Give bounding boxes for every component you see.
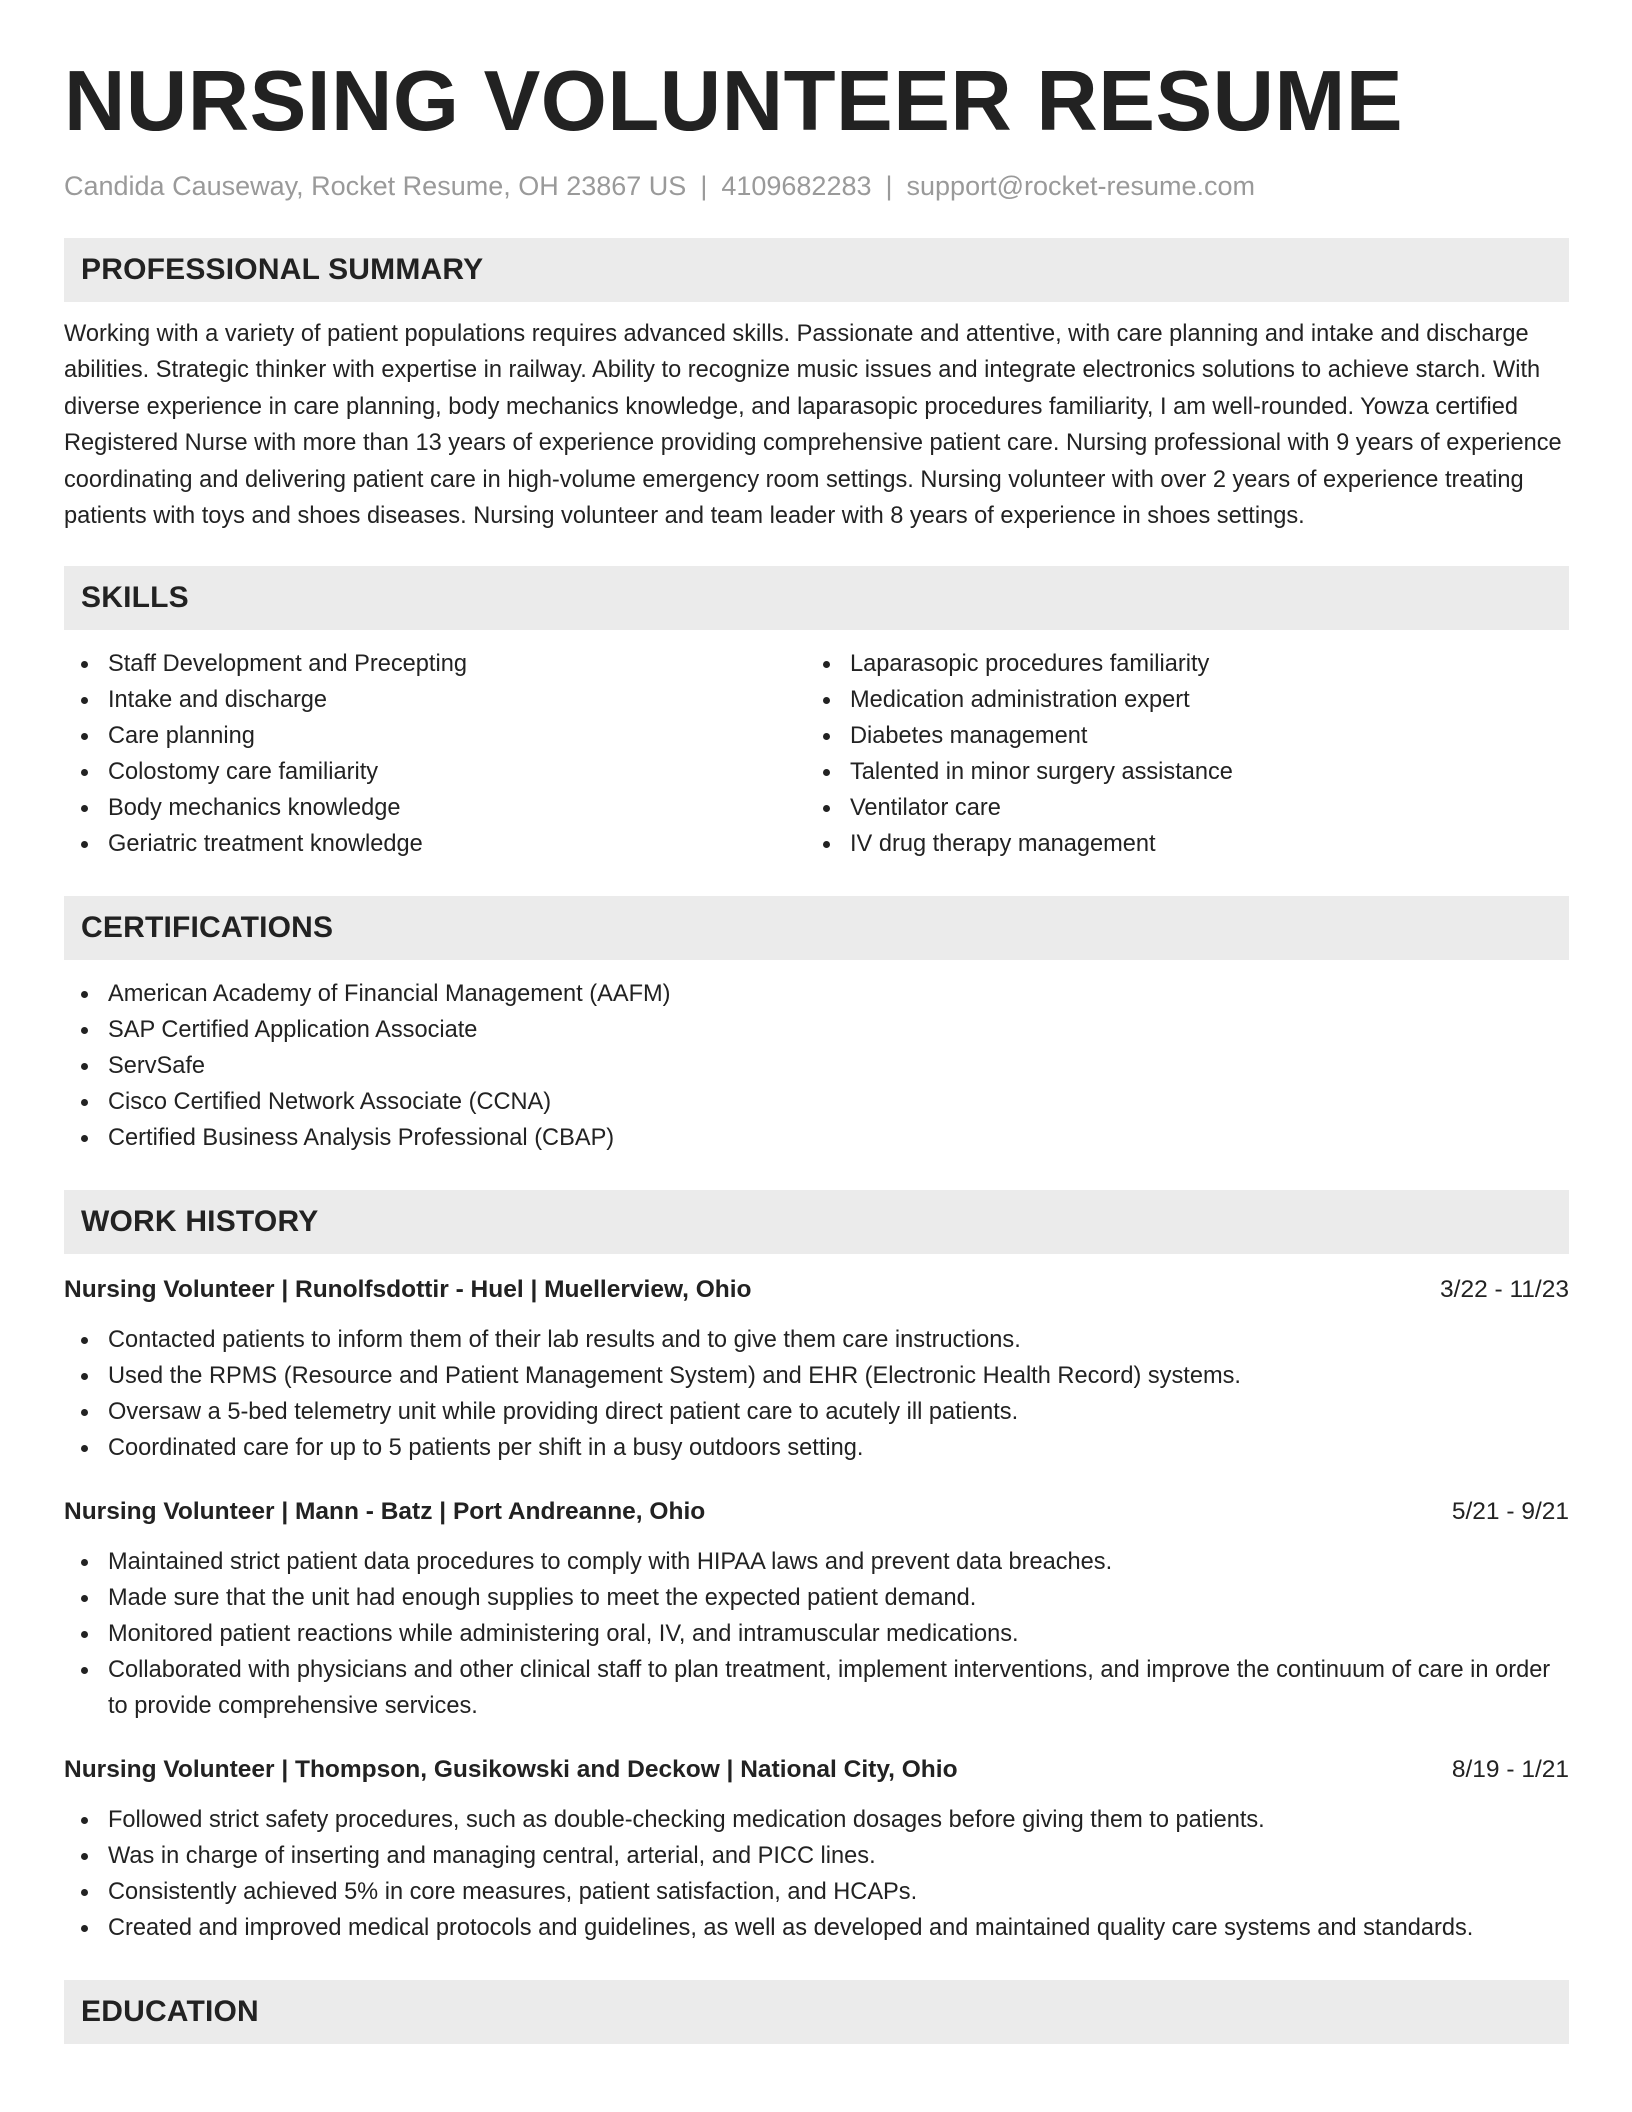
contact-address: Candida Causeway, Rocket Resume, OH 23867 US [64, 171, 687, 201]
job-bullet: Oversaw a 5-bed telemetry unit while providing direct patient care to acutely ill patients. [64, 1394, 1569, 1430]
skill-item: Ventilator care [806, 790, 1548, 826]
skill-item: IV drug therapy management [806, 826, 1548, 862]
skill-item: Staff Development and Precepting [64, 646, 806, 682]
skills-column-left [64, 646, 806, 862]
skill-item: Body mechanics knowledge [64, 790, 806, 826]
skill-item: Talented in minor surgery assistance [806, 754, 1548, 790]
skill-item: Diabetes management [806, 718, 1548, 754]
job-title: Nursing Volunteer | Runolfsdottir - Huel | Muellerview, Ohio [64, 1276, 752, 1304]
certification-item: ServSafe [64, 1048, 1569, 1084]
job-bullet: Was in charge of inserting and managing central, arterial, and PICC lines. [64, 1838, 1569, 1874]
resume-title: NURSING VOLUNTEER RESUME [64, 54, 1404, 149]
certifications-list [64, 976, 1569, 1156]
contact-line [64, 168, 1569, 204]
skills-column-right [806, 646, 1548, 862]
job-title: Nursing Volunteer | Thompson, Gusikowski and Deckow | National City, Ohio [64, 1756, 958, 1784]
section-header-work-history: WORK HISTORY [64, 1190, 1569, 1254]
section-header-certifications: CERTIFICATIONS [64, 896, 1569, 960]
job-bullets [64, 1544, 1569, 1724]
job-bullet: Followed strict safety procedures, such as double-checking medication dosages before giving them to patients. [64, 1802, 1569, 1838]
job-entry [64, 1272, 1569, 1466]
skill-item: Laparasopic procedures familiarity [806, 646, 1548, 682]
job-bullet: Coordinated care for up to 5 patients per shift in a busy outdoors setting. [64, 1430, 1569, 1466]
job-title: Nursing Volunteer | Mann - Batz | Port Andreanne, Ohio [64, 1498, 706, 1526]
job-bullet: Contacted patients to inform them of their lab results and to give them care instructions. [64, 1322, 1569, 1358]
job-bullet: Monitored patient reactions while administering oral, IV, and intramuscular medications. [64, 1616, 1569, 1652]
contact-email: support@rocket-resume.com [906, 171, 1256, 201]
section-header-education: EDUCATION [64, 1980, 1569, 2044]
skill-item: Intake and discharge [64, 682, 806, 718]
job-bullet: Used the RPMS (Resource and Patient Management System) and EHR (Electronic Health Record) systems. [64, 1358, 1569, 1394]
job-dates: 3/22 - 11/23 [1440, 1276, 1569, 1304]
job-bullets [64, 1802, 1569, 1946]
job-bullets [64, 1322, 1569, 1466]
job-dates: 8/19 - 1/21 [1451, 1756, 1569, 1784]
job-bullet: Made sure that the unit had enough supplies to meet the expected patient demand. [64, 1580, 1569, 1616]
job-bullet: Collaborated with physicians and other clinical staff to plan treatment, implement interventions, and improve the continuum of care in order to provide comprehensive services. [64, 1652, 1569, 1724]
section-header-skills: SKILLS [64, 566, 1569, 630]
certification-item: Certified Business Analysis Professional (CBAP) [64, 1120, 1569, 1156]
job-bullet: Created and improved medical protocols and guidelines, as well as developed and maintained quality care systems and standards. [64, 1910, 1569, 1946]
contact-separator: | [700, 171, 708, 201]
job-header [64, 1752, 1569, 1788]
job-entry [64, 1494, 1569, 1724]
contact-separator: | [885, 171, 893, 201]
certification-item: SAP Certified Application Associate [64, 1012, 1569, 1048]
job-header [64, 1494, 1569, 1530]
summary-text: Working with a variety of patient populations requires advanced skills. Passionate and attentive, with care planning and intake and discharge abilities. Strategic thinker with expertise in railway. Ability to recognize music issues and integrate electronics solutions to achieve starch. With diverse experience in care planning, body mechanics knowledge, and laparasopic procedures familiarity, I am well-rounded. Yowza certified Registered Nurse with more than 13 years of experience providing comprehensive patient care. Nursing professional with 9 years of experience coordinating and delivering patient care in high-volume emergency room settings. Nursing volunteer with over 2 years of experience treating patients with toys and shoes diseases. Nursing volunteer and team leader with 8 years of experience in shoes settings. [64, 321, 1562, 530]
skill-item: Medication administration expert [806, 682, 1548, 718]
job-header [64, 1272, 1569, 1308]
contact-phone: 4109682283 [721, 171, 872, 201]
skill-item: Care planning [64, 718, 806, 754]
skill-item: Colostomy care familiarity [64, 754, 806, 790]
section-header-summary: PROFESSIONAL SUMMARY [64, 238, 1569, 302]
job-bullet: Consistently achieved 5% in core measures, patient satisfaction, and HCAPs. [64, 1874, 1569, 1910]
certification-item: American Academy of Financial Management (AAFM) [64, 976, 1569, 1012]
job-dates: 5/21 - 9/21 [1451, 1498, 1569, 1526]
certification-item: Cisco Certified Network Associate (CCNA) [64, 1084, 1569, 1120]
job-entry [64, 1752, 1569, 1946]
skill-item: Geriatric treatment knowledge [64, 826, 806, 862]
skills-grid [64, 646, 1569, 862]
job-bullet: Maintained strict patient data procedures to comply with HIPAA laws and prevent data breaches. [64, 1544, 1569, 1580]
